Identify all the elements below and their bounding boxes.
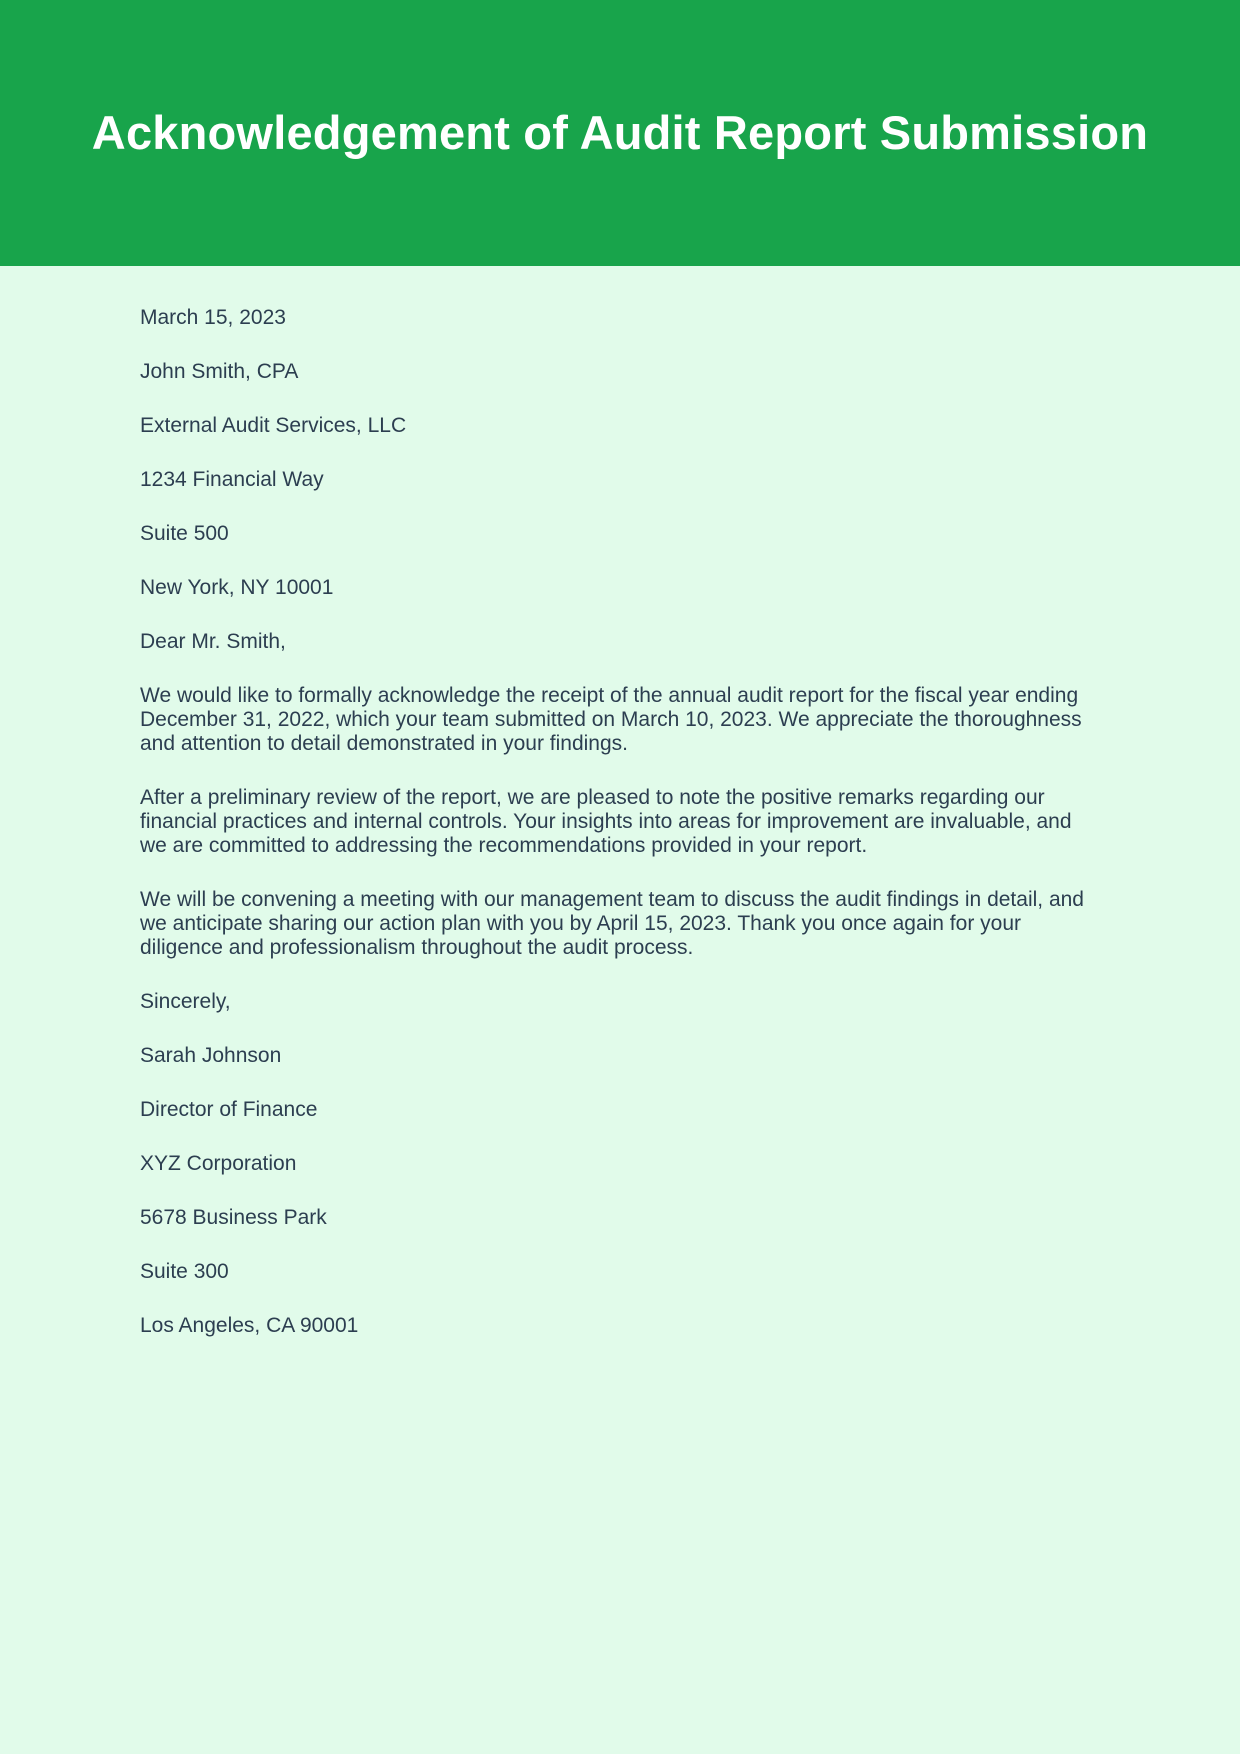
recipient-street: 1234 Financial Way: [140, 468, 324, 491]
salutation: Dear Mr. Smith,: [140, 630, 286, 653]
recipient-city: New York, NY 10001: [140, 576, 334, 599]
sender-signature-block: [140, 1044, 1100, 1338]
page-title: Acknowledgement of Audit Report Submission: [91, 106, 1149, 159]
sender-street: 5678 Business Park: [140, 1206, 327, 1229]
sender-suite: Suite 300: [140, 1260, 229, 1283]
recipient-name: John Smith, CPA: [140, 360, 299, 383]
letter-body: [140, 306, 1100, 1368]
body-paragraph-2: After a preliminary review of the report, we are pleased to note the positive remarks regarding our financial practices and internal controls. Your insights into areas for improvement are invaluable, and we are committed to addressing the recommendations provided in your report.: [140, 786, 1072, 857]
body-paragraph-3: We will be convening a meeting with our management team to discuss the audit findings in detail, and we anticipate sharing our action plan with you by April 15, 2023. Thank you once again for your diligence and professionalism throughout the audit process.: [140, 888, 1084, 959]
closing: Sincerely,: [140, 990, 231, 1013]
sender-company: XYZ Corporation: [140, 1152, 297, 1175]
recipient-company: External Audit Services, LLC: [140, 414, 407, 437]
sender-title: Director of Finance: [140, 1098, 318, 1121]
letter-date: March 15, 2023: [140, 306, 286, 329]
letter-header: [0, 0, 1240, 266]
recipient-address-block: [140, 360, 1100, 600]
recipient-suite: Suite 500: [140, 522, 229, 545]
body-paragraph-1: We would like to formally acknowledge the receipt of the annual audit report for the fiscal year ending December 31, 2022, which your team submitted on March 10, 2023. We appreciate the thoroughness and attention to detail demonstrated in your findings.: [140, 684, 1082, 755]
sender-name: Sarah Johnson: [140, 1044, 282, 1067]
sender-city: Los Angeles, CA 90001: [140, 1314, 359, 1337]
